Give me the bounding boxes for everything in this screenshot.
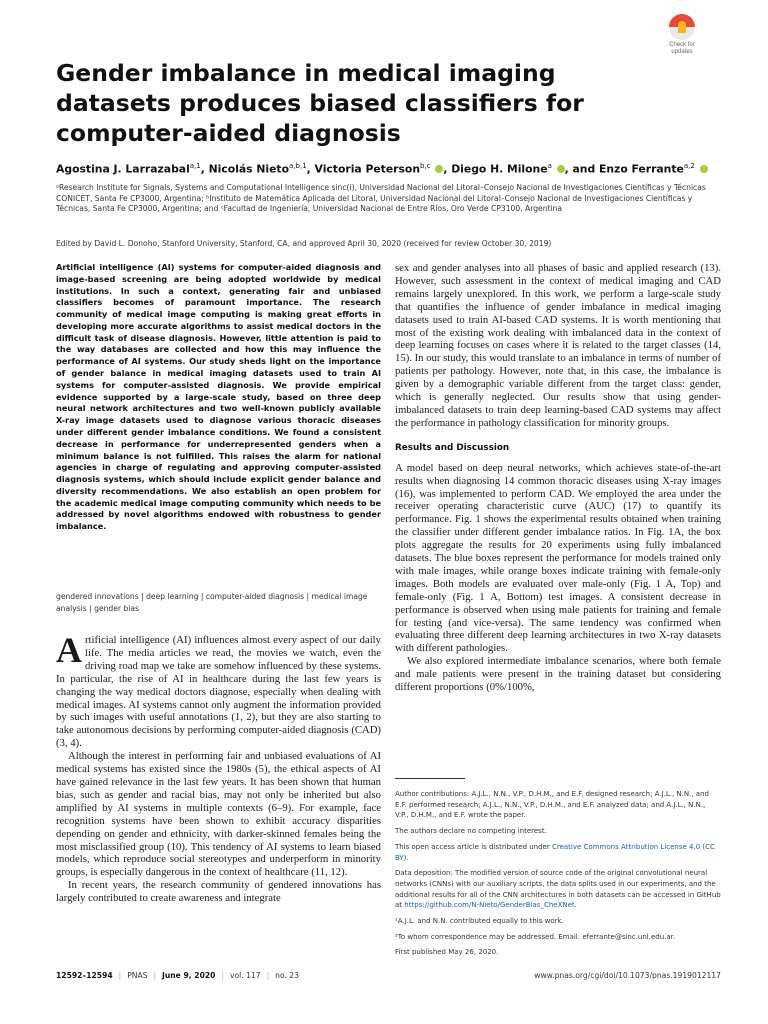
- open-access-note: This open access article is distributed under Creative Commons Attribution License 4.0 (CC BY).: [395, 842, 715, 862]
- abstract: Artificial intelligence (AI) systems for computer-aided diagnosis and image-based screening are being adopted worldwide by medical institutions. In such a context, generating fair and unbiased classifiers becomes of paramount importance. The research community of medical image computing is making great efforts in developing more accurate algorithms to assist medical doctors in the difficult task of disease diagnosis. However, little attention is paid to the way databases are collected and how this may influence the performance of AI systems. Our study sheds light on the importance of gender balance in medical imaging datasets used to train AI systems for computer-assisted diagnosis. We provide empirical evidence supported by a large-scale study, based on three deep neural network architectures and two well-known publicly available X-ray image datasets used to diagnose various thoracic diseases under different gender imbalance conditions. We found a consistent decrease in performance for underrepresented genders when a minimum balance is not fulfilled. This raises the alarm for national agencies in charge of regulating and approving computer-assisted diagnosis systems, which should include explicit gender balance and diversity recommendations. We also establish an open problem for the academic medical image computing community which needs to be addressed by novel algorithms endowed with robustness to gender imbalance.: [56, 262, 381, 532]
- first-published: First published May 26, 2020.: [395, 948, 499, 957]
- author-name: Nicolás Nieto: [208, 162, 290, 176]
- author-name: Diego H. Milone: [451, 162, 548, 176]
- body-column-right: [395, 262, 721, 694]
- footnotes: [395, 789, 721, 963]
- footnote-divider: [395, 778, 465, 779]
- body-paragraph: sex and gender analyses into all phases of basic and applied research (13). However, such assessment in the context of medical imaging and CAD remains largely unexplored. In this work, we perform a large-scale study that quantifies the influence of gender imbalance in medical imaging datasets used to train AI-based CAD systems. It is worth mentioning that most of the existing work dealing with imbalanced data in the context of deep learning focuses on cases where it is related to the target classes (14, 15). In our study, this would translate to an imbalance in terms of number of patients per pathology. However, note that, in this case, the imbalance is given by a demographic variable different from the target class: gender, which is generally neglected. Our results show that using gender-imbalanced datasets to train deep learning-based CAD systems may affect the performance in pathology classification for minority groups.: [395, 262, 721, 429]
- section-heading: Results and Discussion: [395, 442, 510, 453]
- journal-name: PNAS: [127, 971, 148, 980]
- body-paragraph: In recent years, the research community of gendered innovations has largely contributed to create awareness and integrate: [56, 879, 381, 905]
- author-name: Enzo Ferrante: [598, 162, 684, 176]
- body-column-left: [56, 630, 381, 905]
- github-link[interactable]: https://github.com/N-Nieto/GenderBias_CheXNet: [404, 901, 575, 910]
- article-title: Gender imbalance in medical imaging datasets produces biased classifiers for computer-aided diagnosis: [56, 59, 584, 147]
- author-name: Victoria Peterson: [314, 162, 421, 176]
- orcid-icon[interactable]: [557, 165, 565, 173]
- footnote-1: ¹A.J.L. and N.N. contributed equally to this work.: [395, 917, 564, 926]
- check-for-updates-label: Check for updates: [669, 42, 695, 55]
- issue-date: June 9, 2020: [162, 971, 216, 980]
- body-paragraph: Artificial intelligence (AI) influences almost every aspect of our daily life. The media articles we read, the movies we watch, even the driving road map we take are somehow influenced by these systems. In particular, the rise of AI in healthcare during the last few years is changing the way medical doctors diagnose, especially when dealing with medical images. AI systems cannot only augment the information provided by such images with useful annotations (1, 2), but they are also starting to take autonomous decisions by performing computer-aided diagnosis (CAD) (3, 4).: [56, 630, 381, 750]
- page-range: 12592–12594: [56, 971, 113, 980]
- body-paragraph: Although the interest in performing fair and unbiased evaluations of AI medical systems has existed since the 1980s (5), the ethical aspects of AI have gained relevance in the last few years. It has been shown that human bias, such as gender and racial bias, may not only be inherited but also amplified by AI systems in multiple contexts (6–9). For example, face recognition systems have been shown to exhibit accuracy disparities depending on gender and ethnicity, with darker-skinned females being the most misclassified group (10). This tendency of AI systems to learn biased models, which reproduce social stereotypes and underperform in minority groups, is especially dangerous in the context of healthcare (11, 12).: [56, 750, 381, 879]
- author-list: Agostina J. Larrazabal$^{a,1}$, Nicolás Nieto$^{a,b,1}$, Victoria Peterson$^{b,c}$ , Diego H. Milone$^a$ , and Enzo Ferrante$^{a,2}$: [56, 162, 716, 176]
- check-for-updates-badge[interactable]: [660, 14, 704, 58]
- issue-number: no. 23: [275, 971, 299, 980]
- drop-cap: A: [56, 630, 82, 670]
- doi-url[interactable]: www.pnas.org/cgi/doi/10.1073/pnas.1919012117: [534, 971, 721, 980]
- page-footer-citation: 12592–12594 | PNAS | June 9, 2020 | vol. 117 | no. 23: [56, 971, 299, 980]
- body-paragraph: We also explored intermediate imbalance scenarios, where both female and male patients were present in the training dataset but considering different proportions (0%/100%,: [395, 655, 721, 694]
- check-for-updates-icon: [669, 14, 695, 40]
- author-name: Agostina J. Larrazabal: [56, 162, 190, 176]
- affiliations: ᵃResearch Institute for Signals, Systems and Computational Intelligence sinc(i), Universidad Nacional del Litoral–Consejo Nacional de Investigaciones Científicas y Técnicas CONICET, Santa Fe CP3000, Argentina; ᵇInstituto de Matemática Aplicada del Litoral, Universidad Nacional del Litoral–Consejo Nacional de Investigaciones Científicas y Técnicas, Santa Fe CP3000, Argentina; and ᶜFacultad de Ingeniería, Universidad Nacional de Entre Ríos, Oro Verde CP3100, Argentina: [56, 183, 706, 213]
- orcid-icon[interactable]: [700, 165, 708, 173]
- competing-interest: The authors declare no competing interest.: [395, 827, 547, 836]
- body-paragraph: A model based on deep neural networks, which achieves state-of-the-art results when diagnosing 14 common thoracic diseases using X-ray images (16), was implemented to perform CAD. We employed the area under the receiver operating characteristic curve (AUC) (17) to quantify its performance. Fig. 1 shows the experimental results obtained when training the classifier under different gender imbalance ratios. In Fig. 1A, the box plots aggregate the results for 20 experiments using fully imbalanced datasets. The blue boxes represent the performance for models trained only with male images, while orange boxes indicate training with female-only images. Both models are evaluated over male-only (Fig. 1 A, Top) and female-only (Fig. 1 A, Bottom) test images. A consistent decrease in performance is observed when using male patients for training and female for testing (and vice-versa). The same tendency was confirmed when evaluating three different deep learning architectures in two X-ray datasets with different pathologies.: [395, 461, 721, 655]
- cc-license-link[interactable]: Creative Commons Attribution License 4.0 (CC BY): [395, 842, 715, 862]
- edited-by: Edited by David L. Donoho, Stanford University, Stanford, CA, and approved April 30, 2020 (received for review October 30, 2019): [56, 239, 552, 248]
- data-deposition: Data deposition: The modified version of source code of the original convolutional neural networks (CNNs) with our auxiliary scripts, the data splits used in our experiments, and the additional results for all of the CNN architectures in both datasets can be accessed in GitHub at https://github.com/N-Nieto/GenderBias_CheXNet.: [395, 869, 721, 910]
- author-contributions: Author contributions: A.J.L., N.N., V.P., D.H.M., and E.F. designed research; A.J.L., N.N., and E.F. performed research; A.J.L., N.N., V.P., D.H.M., and E.F. analyzed data; and A.J.L., N.N., V.P., D.H.M., and E.F. wrote the paper.: [395, 790, 709, 820]
- keywords: gendered innovations | deep learning | computer-aided diagnosis | medical image analysis | gender bias: [56, 592, 368, 613]
- footnote-2: ²To whom correspondence may be addressed. Email: eferrante@sinc.unl.edu.ar.: [395, 932, 676, 941]
- volume: vol. 117: [230, 971, 261, 980]
